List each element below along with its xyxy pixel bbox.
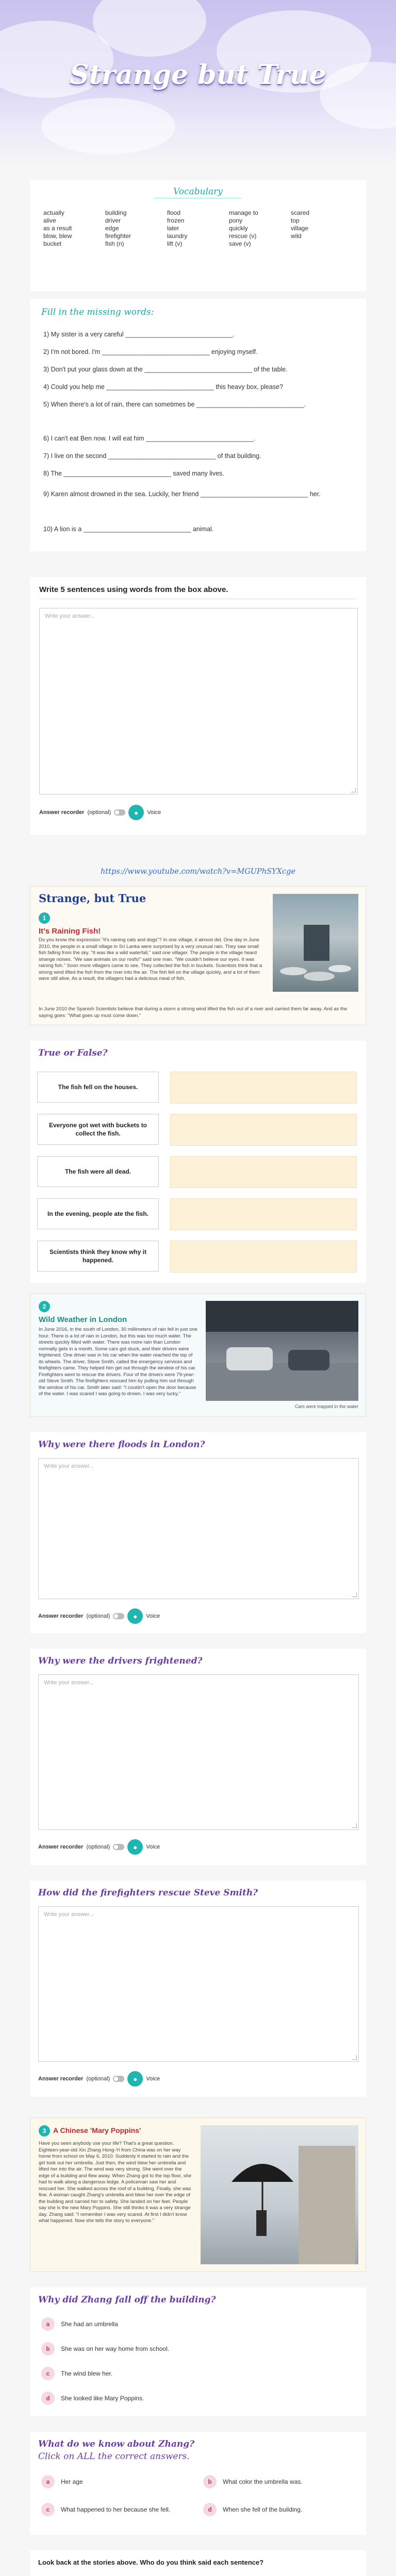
fill-in-item[interactable]: 4) Could you help me ______________________________ this heavy box, please? — [43, 383, 283, 391]
answer-placeholder: Write your answer... — [44, 1680, 94, 1686]
fill-in-item[interactable]: 1) My sister is a very careful ______________________________. — [43, 331, 235, 338]
option-text: She had an umbrella — [61, 2320, 118, 2328]
answer-option[interactable] — [203, 2475, 353, 2488]
story-number-badge: 1 — [39, 912, 50, 924]
fill-in-item[interactable]: 8) The ______________________________ saved many lives. — [43, 470, 224, 477]
vocab-word: village — [291, 225, 309, 232]
fall-question-heading: Why did Zhang fall off the building? — [38, 2295, 216, 2305]
true-false-statement[interactable]: In the evening, people ate the fish. — [37, 1198, 159, 1229]
fill-in-item[interactable]: 3) Don't put your glass down at the ______________________________ of the table. — [43, 366, 288, 373]
microphone-icon[interactable]: ● — [127, 1839, 143, 1855]
recorder-optional: (optional) — [87, 809, 111, 816]
true-false-drop-zone[interactable] — [170, 1114, 357, 1146]
vocabulary-heading: Vocabulary — [173, 187, 223, 197]
answer-option[interactable] — [41, 2475, 191, 2488]
option-letter: a — [41, 2475, 55, 2488]
vocab-column — [167, 209, 229, 248]
option-text: When she fell of the building. — [223, 2506, 303, 2513]
story-extra-text: In June 2010 the Spanish Scientists believe that during a storm a strong wind lifted the fish out of a river and carried them far away. And as the saying goes: "What goes up must come down." — [39, 1006, 348, 1019]
fill-in-item[interactable]: 7) I live on the second ______________________________ of that building. — [43, 452, 261, 460]
true-false-heading: True or False? — [38, 1048, 108, 1058]
option-letter: c — [41, 2503, 55, 2516]
vocab-word: actually — [43, 209, 64, 216]
fill-in-item[interactable]: 6) I can't eat Ben now. I will eat him ______________________________. — [43, 435, 256, 442]
story-text: In June 2016, in the south of London, 30 millimeters of rain fell in just one hour. There is a lot of rain in London, but this was too much water. The streets quickly filled with water. There was more rain than London normally gets in a month. Some cars got stuck, and their drivers were frightened. One driver was in his car when the water reached the top of its wheels. The driver, Steve Smith, called the emergency services and firefighters came. They helped him get out through the window of his car. Firefighters went to rescue the drivers. Four of the drivers were 79-year-old Steve Smith. The firefighters rescued him by pulling him out through the window of his car. Smith later said: "I couldn't open the door because of the water. I was scared I was going to drown. I was very lucky." — [39, 1327, 197, 1397]
story-title: A Chinese 'Mary Poppins' — [53, 2126, 141, 2134]
know-question-card — [30, 2432, 366, 2535]
recorder-toggle[interactable] — [113, 1844, 124, 1850]
fill-in-heading: Fill in the missing words: — [41, 307, 154, 317]
option-text: The wind blew her. — [61, 2370, 113, 2377]
vocab-word: building — [105, 209, 127, 216]
vocab-word: as a result — [43, 225, 72, 232]
true-false-statement[interactable]: Scientists think they know why it happened. — [37, 1241, 159, 1272]
article-title: Strange, but True — [39, 892, 146, 905]
answer-option[interactable] — [203, 2503, 353, 2516]
rescue-question-card — [30, 1880, 366, 2097]
recorder-toggle[interactable] — [114, 809, 125, 816]
rescue-question-heading: How did the firefighters rescue Steve Smith? — [38, 1888, 258, 1898]
answer-placeholder: Write your answer... — [44, 1463, 94, 1469]
story-title: Wild Weather in London — [39, 1315, 127, 1324]
who-said-heading: Look back at the stories above. Who do you think said each sentence? — [38, 2558, 264, 2566]
microphone-icon[interactable]: ● — [127, 2071, 143, 2087]
true-false-statement[interactable]: Everyone got wet with buckets to collect the fish. — [37, 1114, 159, 1145]
fill-in-item[interactable]: 2) I'm not bored. I'm ______________________________ enjoying myself. — [43, 348, 258, 355]
flood-photo — [206, 1301, 358, 1401]
vocab-word: fish (n) — [105, 240, 124, 247]
voice-label: Voice — [147, 809, 161, 816]
resize-handle[interactable] — [352, 2055, 357, 2060]
microphone-icon[interactable]: ● — [128, 805, 144, 820]
know-question-heading: What do we know about Zhang? — [38, 2439, 195, 2449]
vocab-word: alive — [43, 217, 56, 224]
floods-answer-box[interactable] — [38, 1458, 359, 1599]
drivers-question-heading: Why were the drivers frightened? — [38, 1656, 203, 1666]
resize-handle[interactable] — [352, 1823, 357, 1828]
video-link[interactable]: https://www.youtube.com/watch?v=MGUPhSYXcge — [101, 868, 295, 876]
vocab-word: laundry — [167, 232, 188, 240]
header-banner — [0, 0, 396, 170]
option-letter: d — [203, 2503, 217, 2516]
resize-handle[interactable] — [351, 788, 356, 792]
true-false-drop-zone[interactable] — [170, 1072, 357, 1104]
know-question-subheading: Click on ALL the correct answers. — [38, 2451, 190, 2462]
fill-in-item[interactable]: 5) When there's a lot of rain, there can sometimes be ______________________________. — [43, 401, 306, 408]
recorder-label: Answer recorder — [38, 1844, 84, 1850]
answer-recorder — [38, 1839, 160, 1855]
vocab-word: frozen — [167, 217, 185, 224]
story-title: It's Raining Fish! — [39, 927, 101, 936]
recorder-label: Answer recorder — [39, 809, 85, 816]
vocab-column — [229, 209, 291, 248]
option-text: What color the umbrella was. — [223, 2478, 303, 2485]
vocab-word: later — [167, 225, 179, 232]
vocab-word: edge — [105, 225, 119, 232]
recorder-optional: (optional) — [86, 2076, 110, 2082]
rescue-answer-box[interactable] — [38, 1906, 359, 2062]
flooded-cars-icon — [206, 1301, 358, 1401]
option-letter: a — [41, 2317, 55, 2331]
vocabulary-grid — [43, 209, 353, 248]
cloud-decoration — [41, 98, 175, 155]
vocab-word: bucket — [43, 240, 62, 247]
answer-option[interactable] — [41, 2367, 112, 2380]
vocab-word: save (v) — [229, 240, 251, 247]
vocabulary-card — [30, 180, 366, 291]
recorder-label: Answer recorder — [38, 1613, 84, 1619]
vocab-column — [105, 209, 167, 248]
option-letter: b — [203, 2475, 217, 2488]
option-letter: b — [41, 2342, 55, 2355]
sentences-heading: Write 5 sentences using words from the box above. — [39, 585, 228, 594]
vocab-word: top — [291, 217, 300, 224]
fill-in-item[interactable]: 9) Karen almost drowned in the sea. Luckily, her friend ______________________________ her. — [43, 490, 321, 498]
answer-recorder — [39, 805, 161, 820]
voice-label: Voice — [146, 1613, 160, 1619]
option-letter: c — [41, 2367, 55, 2380]
answer-option[interactable] — [41, 2503, 191, 2516]
voice-label: Voice — [146, 2076, 160, 2082]
sentences-answer-box[interactable] — [39, 608, 358, 794]
drivers-question-card — [30, 1649, 366, 1865]
floods-question-heading: Why were there floods in London? — [38, 1439, 205, 1450]
answer-option[interactable] — [41, 2392, 144, 2405]
article-london-weather — [30, 1293, 366, 1417]
recorder-optional: (optional) — [86, 1613, 110, 1619]
story-text: Do you know the expression "It's raining cats and dogs"? In one village, it almost did. One day in June 2010, the people in a small village in Sri Lanka were surprised by a very unusual rain. They saw small fish falling from the sky. "It was like a wild waterfall," said one villager. The people in the village heard strange noises. "We saw animals on our roofs!" said one man. "We couldn't believe our eyes. It was raining fish." Soon more villagers came to see. They collected the fish in buckets. Scientists think that a strong wind lifted the fish from the river into the air. The fish fell on the village quickly, and a lot of them were still alive. As a result, the villagers had a delicious meal of fish. — [39, 937, 262, 981]
recorder-toggle[interactable] — [113, 2076, 124, 2082]
fill-in-item[interactable]: 10) A lion is a ______________________________ animal. — [43, 526, 214, 533]
who-said-card — [30, 2550, 366, 2576]
vocab-word: firefighter — [105, 232, 131, 240]
story-text: Have you seen anybody use your life? That's a great question. Eighteen-year-old Xin Zhang Hong-Yi from China was on her way home from school on May 6, 2010. Suddenly it started to rain and the girl took out her umbrella. Just then, the wind blew her umbrella and lifted her into the air. The wind was very strong. She went over the edge of a building and flew away. When Zhang got to the top floor, she had to walk along a dangerous ledge. A policeman saw her and rescued her. She walked across the roof of a building. Finally, she was fine. A woman caught Zhang's umbrella and blew her over the edge of the building and carried her to safety. She landed on her feet. People say she is the new Mary Poppins. She still thinks it was a very strange day. Zhang said: "I remember I was very scared. At first I didn't know what happened. Now she tells the story to everyone." — [39, 2141, 192, 2224]
option-text: She was on her way home from school. — [61, 2345, 170, 2352]
true-false-drop-zone[interactable] — [170, 1156, 357, 1188]
true-false-drop-zone[interactable] — [170, 1241, 357, 1273]
vocab-word: scared — [291, 209, 310, 216]
vocab-word: rescue (v) — [229, 232, 257, 240]
answer-placeholder: Write your answer... — [44, 1911, 94, 1918]
vocab-word: blow, blew — [43, 232, 72, 240]
fall-question-card — [30, 2287, 366, 2416]
sentences-card — [30, 577, 366, 835]
vocab-word: lift (v) — [167, 240, 183, 247]
vocab-column — [291, 209, 353, 248]
answer-placeholder: Write your answer... — [45, 613, 95, 619]
true-false-statement[interactable]: The fish fell on the houses. — [37, 1072, 159, 1103]
story-number-badge: 3 — [39, 2125, 50, 2137]
vocab-column — [43, 209, 105, 248]
resize-handle[interactable] — [352, 1592, 357, 1597]
floods-question-card — [30, 1432, 366, 1633]
recorder-optional: (optional) — [86, 1844, 110, 1850]
article-raining-fish — [30, 886, 366, 1025]
vocab-word: driver — [105, 217, 121, 224]
answer-option[interactable] — [41, 2317, 118, 2331]
option-text: She looked like Mary Poppins. — [61, 2395, 144, 2402]
voice-label: Voice — [146, 1844, 160, 1850]
drivers-answer-box[interactable] — [38, 1674, 359, 1830]
fish-illustration-icon — [273, 894, 358, 992]
vocab-word: quickly — [229, 225, 248, 232]
vocab-word: manage to — [229, 209, 258, 216]
umbrella-photo — [201, 2125, 358, 2264]
option-text: Her age — [61, 2478, 83, 2485]
page-title: Strange but True — [70, 59, 326, 91]
answer-recorder — [38, 1608, 160, 1624]
recorder-toggle[interactable] — [113, 1613, 124, 1619]
photo-caption: Cars were trapped in the water — [294, 1404, 358, 1409]
fill-in-card — [30, 299, 366, 551]
umbrella-girl-icon — [201, 2125, 358, 2264]
option-text: What happened to her because she fell. — [61, 2506, 171, 2513]
vocab-word: flood — [167, 209, 181, 216]
recorder-label: Answer recorder — [38, 2076, 84, 2082]
answer-recorder — [38, 2071, 160, 2087]
answer-option[interactable] — [41, 2342, 169, 2355]
microphone-icon[interactable]: ● — [127, 1608, 143, 1624]
article-mary-poppins — [30, 2117, 366, 2272]
fish-photo — [273, 894, 358, 992]
true-false-drop-zone[interactable] — [170, 1198, 357, 1230]
story-number-badge: 2 — [39, 1301, 50, 1312]
option-letter: d — [41, 2392, 55, 2405]
vocab-word: pony — [229, 217, 243, 224]
vocab-word: wild — [291, 232, 302, 240]
true-false-statement[interactable]: The fish were all dead. — [37, 1156, 159, 1187]
